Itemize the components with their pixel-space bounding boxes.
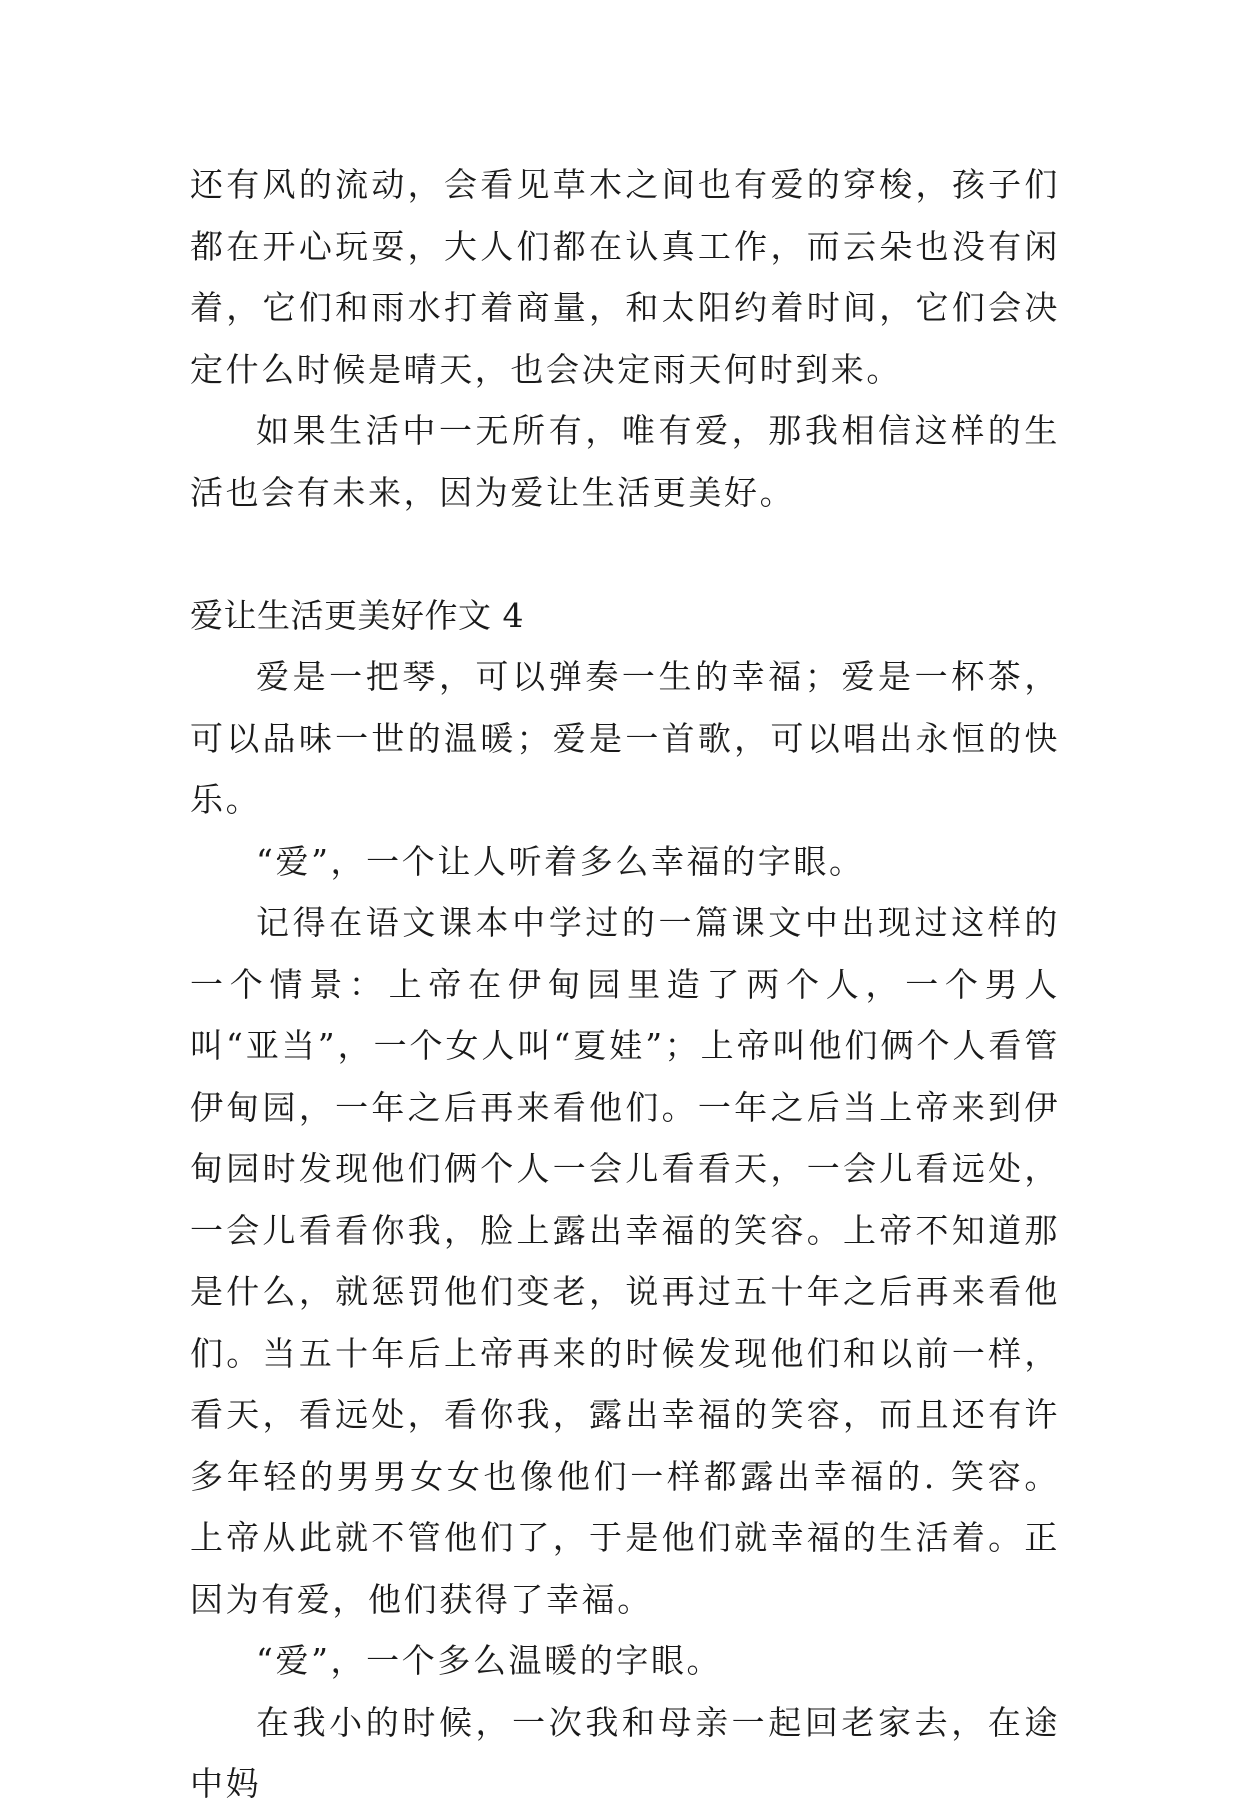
paragraph-childhood-memory: 在我小的时候，一次我和母亲一起回老家去，在途中妈 [190, 1702, 1060, 1803]
paragraph-love-warm-word: “爱”，一个多么温暖的字眼。 [256, 1641, 723, 1680]
document-body [190, 154, 1060, 1815]
section-title: 爱让生活更美好作文 4 [190, 595, 524, 635]
paragraph-continuation: 还有风的流动，会看见草木之间也有爱的穿梭，孩子们都在开心玩耍，大人们都在认真工作，而云朵也没有闲着，它们和雨水打着商量，和太阳约着时间，它们会决定什么时候是晴天，也会决定雨天何时到来。 [190, 165, 1060, 389]
paragraph-eden-story: 记得在语文课本中学过的一篇课文中出现过这样的一个情景：上帝在伊甸园里造了两个人，一个男人叫“亚当”，一个女人叫“夏娃”；上帝叫他们俩个人看管伊甸园，一年之后再来看他们。一年之后当上帝来到伊甸园时发现他们俩个人一会儿看看天，一会儿看远处，一会儿看看你我，脸上露出幸福的笑容。上帝不知道那是什么，就惩罚他们变老，说再过五十年之后再来看他们。当五十年后上帝再来的时候发现他们和以前一样，看天，看远处，看你我，露出幸福的笑容，而且还有许多年轻的男男女女也像他们一样都露出幸福的. 笑容。上帝从此就不管他们了，于是他们就幸福的生活着。正因为有爱，他们获得了幸福。 [190, 903, 1060, 1619]
paragraph-love-happy-word: “爱”，一个让人听着多么幸福的字眼。 [256, 841, 865, 881]
paragraph-conclusion: 如果生活中一无所有，唯有爱，那我相信这样的生活也会有未来，因为爱让生活更美好。 [190, 411, 1060, 512]
paragraph-love-metaphors: 爱是一把琴，可以弹奏一生的幸福；爱是一杯茶，可以品味一世的温暖；爱是一首歌，可以唱出永恒的快乐。 [190, 657, 1060, 819]
